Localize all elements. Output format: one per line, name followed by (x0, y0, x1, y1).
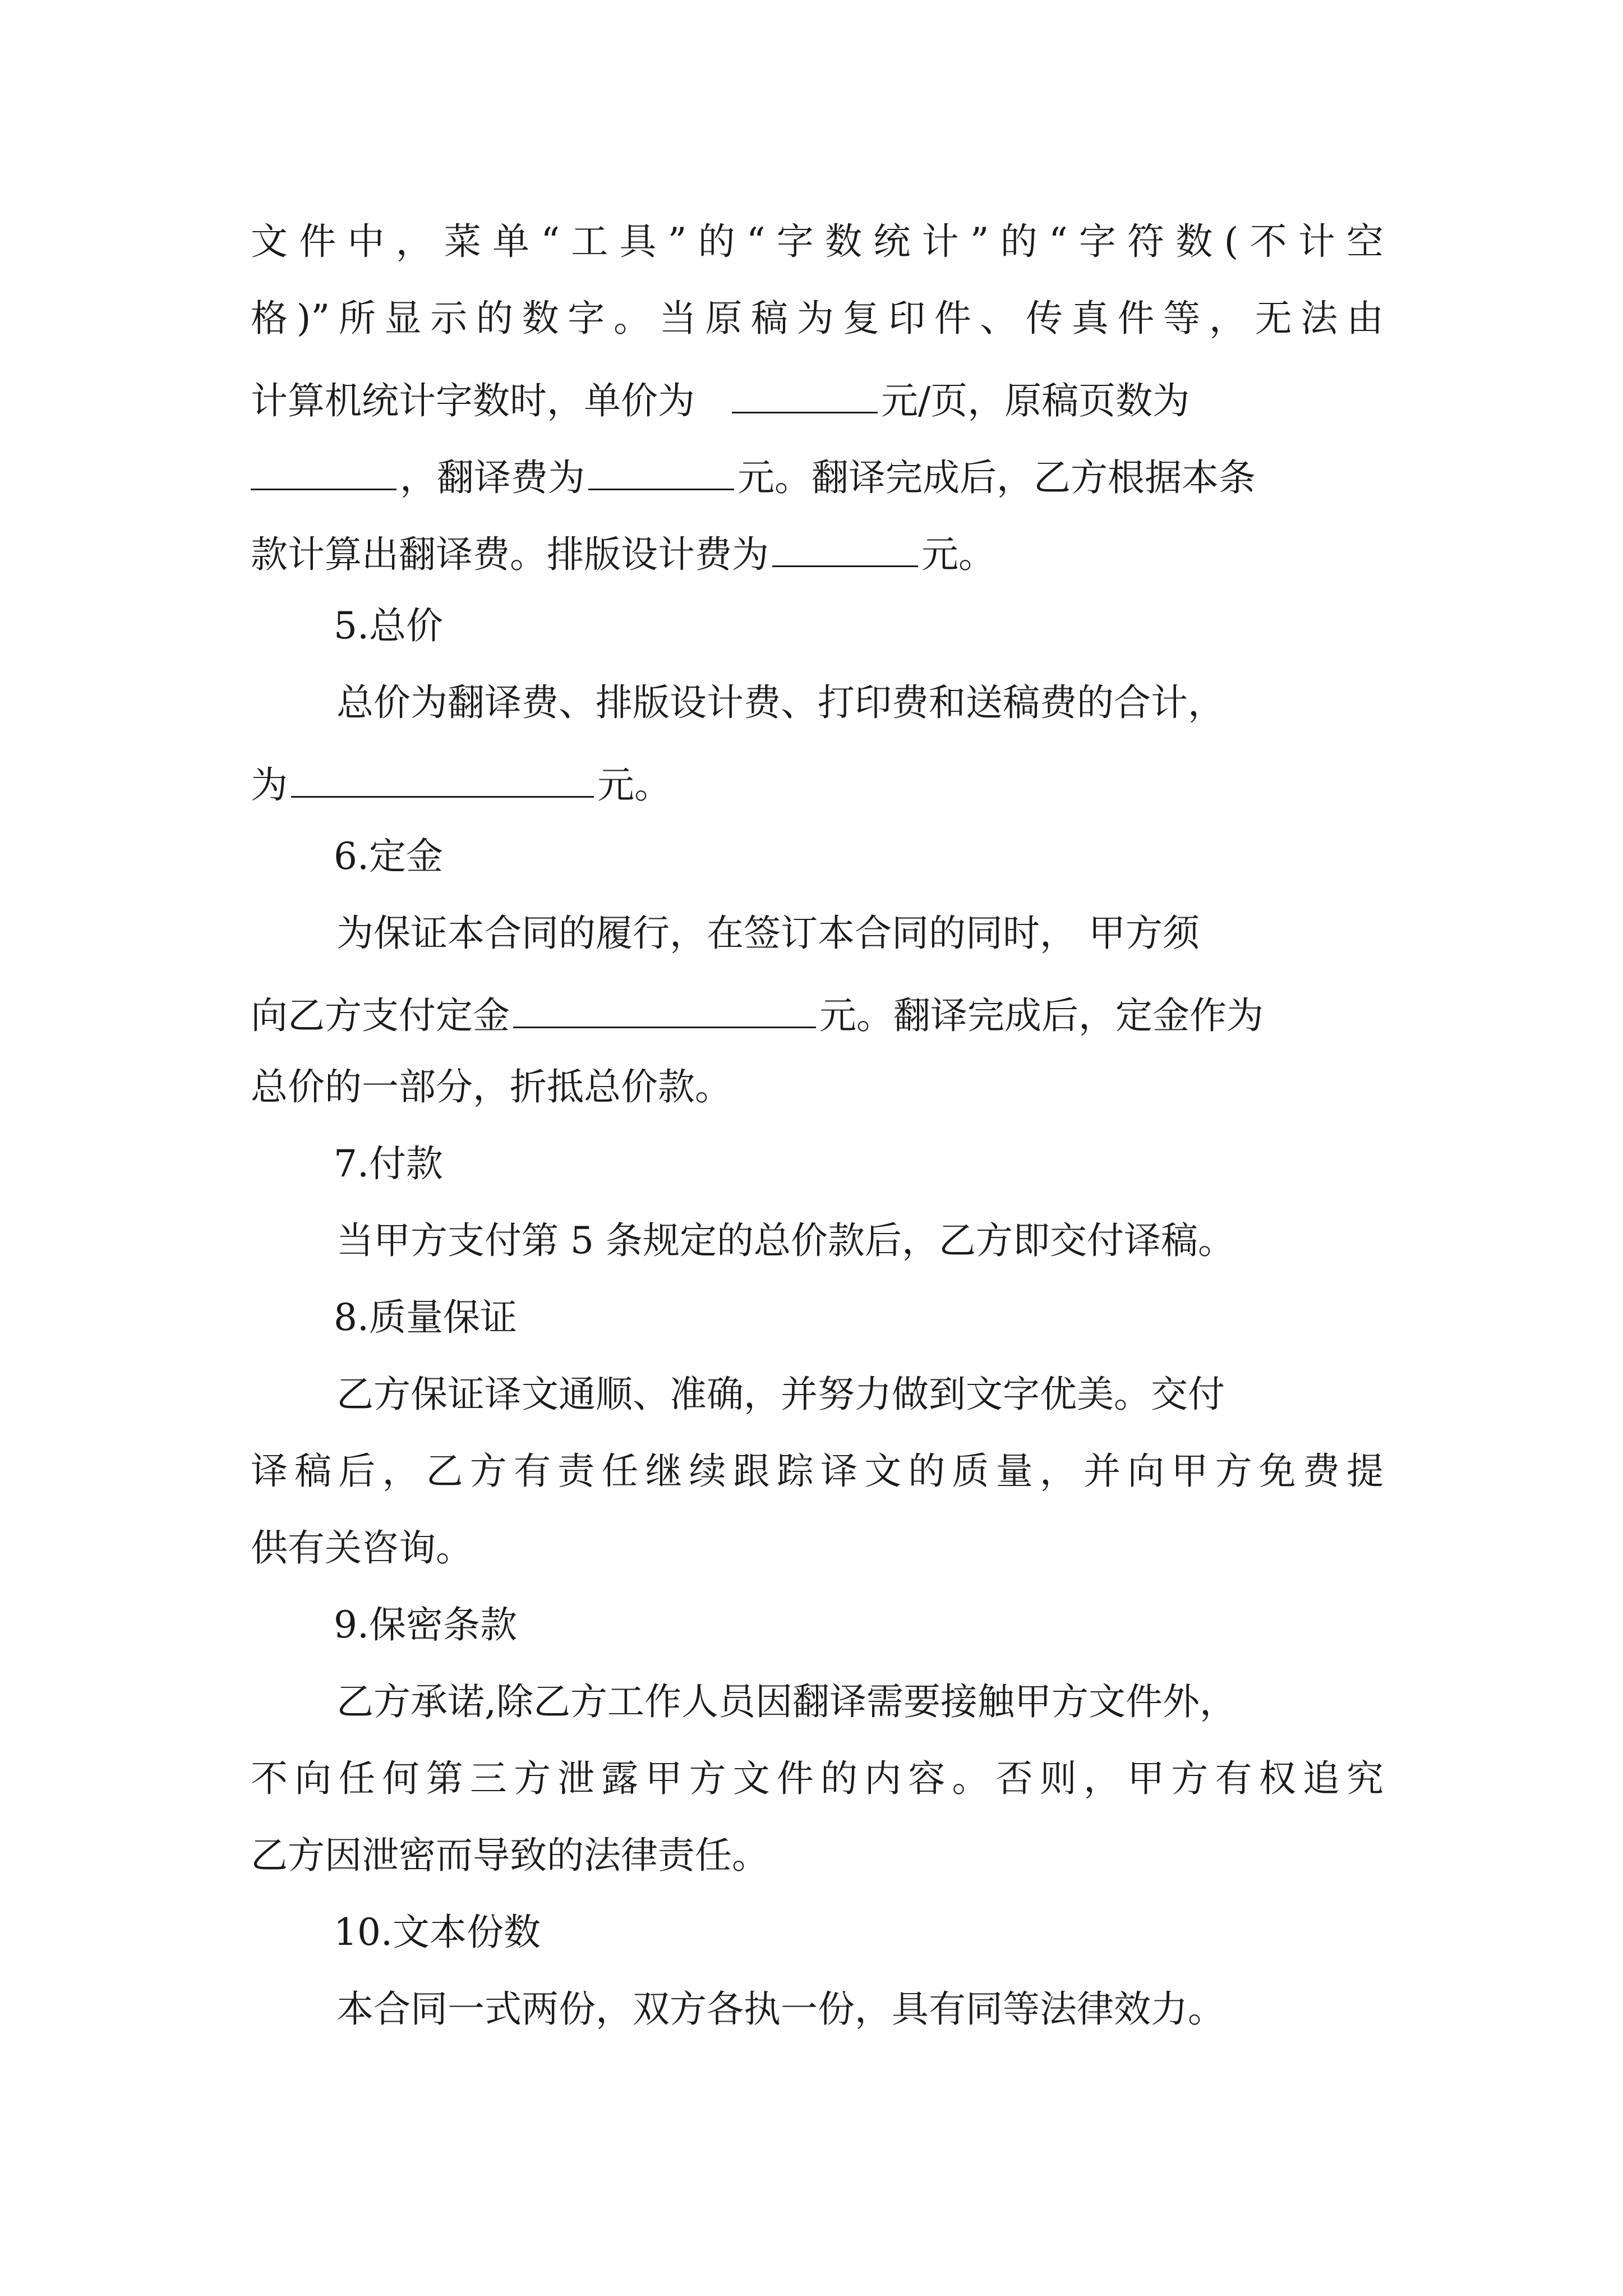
text-line: 译稿后，乙方有责任继续跟踪译文的质量，并向甲方免费提 (251, 1450, 1384, 1493)
text-line: 本合同一式两份，双方各执一份，具有同等法律效力。 (336, 1987, 1225, 2031)
text-segment: ，翻译费为 (400, 456, 585, 499)
text-line (251, 531, 995, 576)
fill-in-blank-page-count (251, 454, 396, 490)
fill-in-blank-unit-price (732, 377, 878, 413)
text-line: 总价为翻译费、排版设计费、打印费和送稿费的合计， (336, 681, 1225, 724)
fill-in-blank-total-price (291, 761, 594, 798)
text-line: 总价的一部分，折抵总价款。 (251, 1065, 732, 1108)
text-segment: 计算机统计字数时，单价为 (251, 379, 695, 422)
text-line: 为保证本合同的履行，在签订本合同的同时， 甲方须 (336, 912, 1200, 955)
text-segment: 元。翻译完成后，乙方根据本条 (737, 456, 1256, 499)
section-heading: 8.质量保证 (334, 1296, 517, 1339)
text-line (251, 761, 671, 807)
fill-in-blank-layout-fee (772, 531, 918, 567)
text-line: 格)”所显示的数字。当原稿为复印件、传真件等，无法由 (251, 297, 1384, 340)
text-segment: 向乙方支付定金 (251, 994, 510, 1037)
text-line (251, 992, 1264, 1037)
text-segment: 元。 (921, 533, 995, 576)
text-segment: 元/页，原稿页数为 (881, 379, 1190, 422)
text-segment: 款计算出翻译费。排版设计费为 (251, 533, 769, 576)
text-line: 供有关咨询。 (251, 1526, 473, 1570)
text-line: 乙方因泄密而导致的法律责任。 (251, 1834, 769, 1877)
section-heading: 7.付款 (334, 1142, 443, 1185)
text-line: 乙方承诺,除乙方工作人员因翻译需要接触甲方文件外， (336, 1680, 1237, 1723)
text-segment: 元。 (597, 763, 671, 807)
text-line (251, 454, 1256, 499)
section-heading: 5.总价 (334, 604, 443, 647)
text-line: 当甲方支付第 5 条规定的总价款后，乙方即交付译稿。 (336, 1219, 1235, 1262)
section-heading: 6.定金 (334, 835, 443, 878)
section-heading: 10.文本份数 (334, 1911, 541, 1954)
section-heading: 9.保密条款 (334, 1603, 517, 1646)
text-line (251, 377, 1189, 420)
text-segment: 为 (251, 763, 288, 807)
text-line: 文件中，菜单“工具”的“字数统计”的“字符数(不计空 (251, 220, 1384, 263)
fill-in-blank-deposit (513, 992, 816, 1028)
fill-in-blank-translation-fee (588, 454, 734, 490)
text-line: 不向任何第三方泄露甲方文件的内容。否则，甲方有权追究 (251, 1757, 1384, 1800)
text-line: 乙方保证译文通顺、准确，并努力做到文字优美。交付 (336, 1373, 1225, 1416)
text-segment: 元。翻译完成后，定金作为 (819, 994, 1264, 1037)
